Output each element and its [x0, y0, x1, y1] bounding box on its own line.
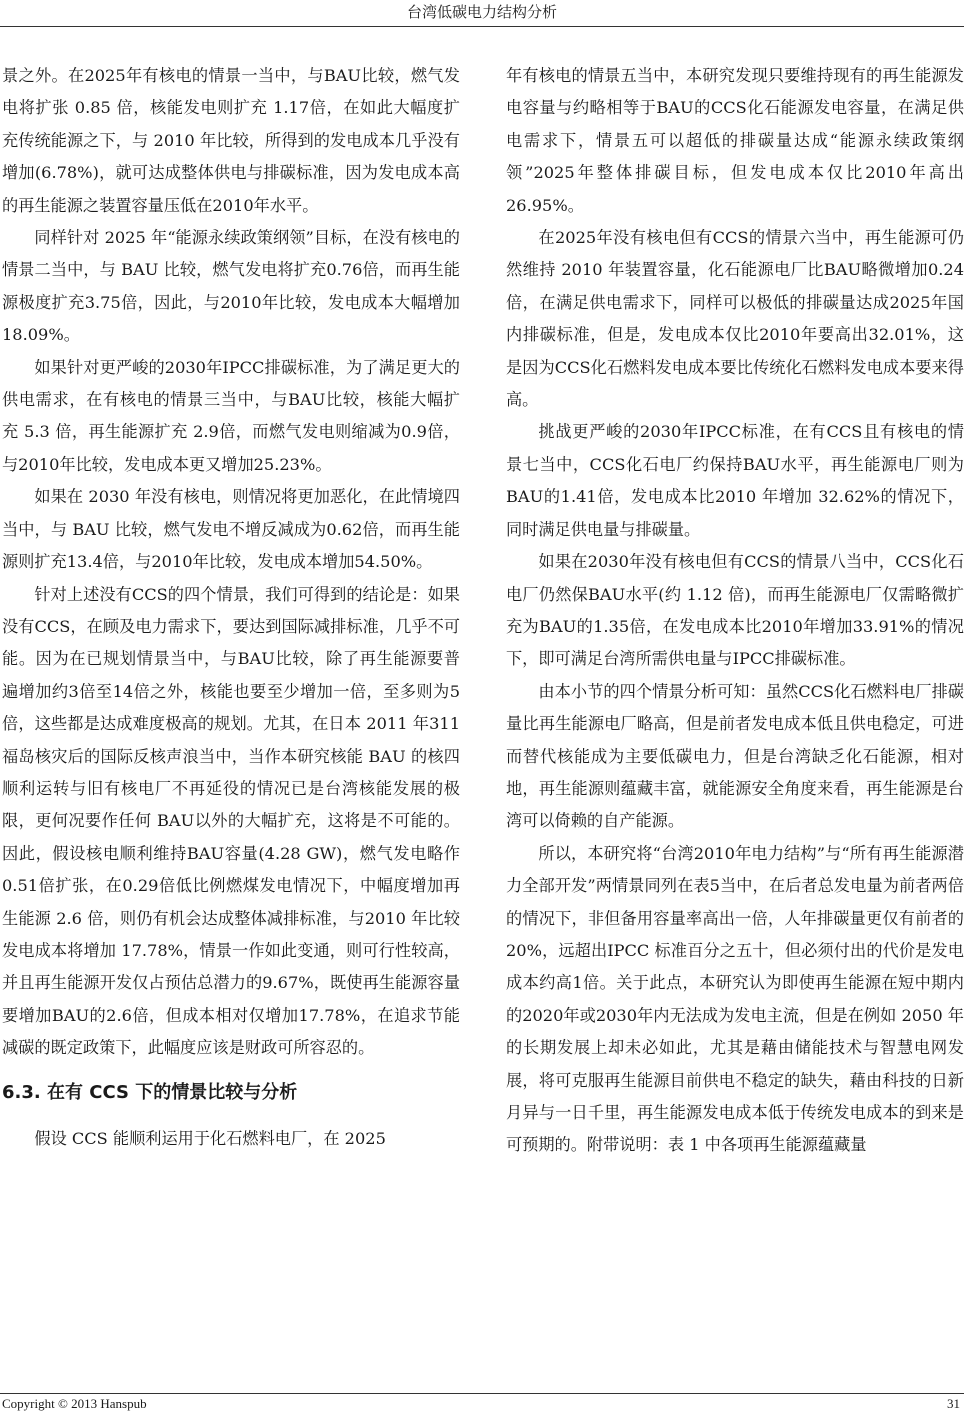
paragraph: 假设 CCS 能顺利运用于化石燃料电厂，在 2025 [34, 1128, 386, 1148]
paragraph: 年有核电的情景五当中，本研究发现只要维持现有的再生能源发电容量与约略相等于BAU的CCS化石能源发电容量，在满足供电需求下，情景五可以超低的排碳量达成“能源永续政策纲领”2025年整体排碳目标，但发电成本仅比2010年高出26.95%。 [506, 66, 964, 215]
footer-rule [0, 1393, 964, 1394]
running-head-title: 台湾低碳电力结构分析 [406, 3, 557, 21]
paragraph: 在2025年没有核电但有CCS的情景六当中，再生能源可仍然维持 2010 年装置容量，化石能源电厂比BAU略微增加0.24倍，在满足供电需求下，同样可以极低的排碳量达成2025年国内排碳标准，但是，发电成本仅比2010年要高出32.01%，这是因为CCS化石燃料发电成本要比传统化石燃料发电成本要来得高。 [506, 228, 964, 410]
page-number: 31 [947, 1396, 960, 1411]
paragraph: 由本小节的四个情景分析可知：虽然CCS化石燃料电厂排碳量比再生能源电厂略高，但是前者发电成本低且供电稳定，可进而替代核能成为主要低碳电力，但是台湾缺乏化石能源，相对地，再生能源则蕴藏丰富，就能源安全角度来看，再生能源是台湾可以倚赖的自产能源。 [506, 681, 964, 831]
paragraph: 如果针对更严峻的2030年IPCC排碳标准，为了满足更大的供电需求，在有核电的情景三当中，与BAU比较，核能大幅扩充 5.3 倍，再生能源扩充 2.9倍，而燃气发电则缩减为0.9倍，与2010年比较，发电成本更又增加25.23%。 [2, 357, 460, 474]
section-heading: 6.3. 在有 CCS 下的情景比较与分析 [2, 1081, 298, 1103]
paragraph: 所以，本研究将“台湾2010年电力结构”与“所有再生能源潜力全部开发”两情景同列在表5当中，在后者总发电量为前者两倍的情况下，非但备用容量率高出一倍，人年排碳量更仅有前者的20%，远超出IPCC 标准百分之五十，但必须付出的代价是发电成本约高1倍。关于此点，本研究认为即使再生能源在短中期内的2020年或2030年内无法成为发电主流，但是在例如 2050 年的长期发展上却未必如此，尤其是藉由储能技术与智慧电网发展，将可克服再生能源目前供电不稳定的缺失，藉由科技的日新月异与一日千里，再生能源发电成本低于传统发电成本的到来是可预期的。附带说明：表 1 中各项再生能源蕴藏量 [506, 843, 964, 1155]
paragraph: 针对上述没有CCS的四个情景，我们可得到的结论是：如果没有CCS，在顾及电力需求下，要达到国际减排标准，几乎不可能。因为在已规划情景当中，与BAU比较，除了再生能源要普遍增加约3倍至14倍之外，核能也要至少增加一倍，至多则为5倍，这些都是达成难度极高的规划。尤其，在日本 2011 年311 福岛核灾后的国际反核声浪当中，当作本研究核能 BAU 的核四顺利运转与旧有核电厂不再延役的情况已是台湾核能发展的极限，更何况要作任何 BAU以外的大幅扩充，这将是不可能的。因此，假设核电顺利维持BAU容量(4.28 GW)，燃气发电略作0.51倍扩张，在0.29倍低比例燃煤发电情况下，中幅度增加再生能源 2.6 倍，则仍有机会达成整体减排标准，与2010 年比较发电成本将增加 17.78%，情景一作如此变通，则可行性较高，并且再生能源开发仅占预估总潜力的9.67%，既使再生能源容量要增加BAU的2.6倍，但成本相对仅增加17.78%，在追求节能减碳的既定政策下，此幅度应该是财政可所容忍的。 [2, 584, 460, 1058]
header-rule [0, 26, 964, 27]
right-column [506, 60, 964, 1162]
paragraph: 景之外。在2025年有核电的情景一当中，与BAU比较，燃气发电将扩张 0.85 倍，核能发电则扩充 1.17倍，在如此大幅度扩充传统能源之下，与 2010 年比较，所得到的发电成本几乎没有增加(6.78%)，就可达成整体供电与排碳标准，因为发电成本高的再生能源之装置容量压低在2010年水平。 [2, 66, 460, 215]
paragraph: 如果在2030年没有核电但有CCS的情景八当中，CCS化石电厂仍然保BAU水平(约 1.12 倍)，而再生能源电厂仅需略微扩充为BAU的1.35倍，在发电成本比2010年增加33.91%的情况下，即可满足台湾所需供电量与IPCC排碳标准。 [506, 552, 964, 669]
paragraph: 如果在 2030 年没有核电，则情况将更加恶化，在此情境四当中，与 BAU 比较，燃气发电不增反减成为0.62倍，而再生能源则扩充13.4倍，与2010年比较，发电成本增加54.50%。 [2, 487, 460, 572]
left-column [2, 60, 460, 1155]
paragraph: 同样针对 2025 年“能源永续政策纲领”目标，在没有核电的情景二当中，与 BAU 比较，燃气发电将扩充0.76倍，而再生能源极度扩充3.75倍，因此，与2010年比较，发电成本大幅增加18.09%。 [2, 228, 460, 345]
copyright-notice: Copyright © 2013 Hanspub [2, 1396, 147, 1411]
paragraph: 挑战更严峻的2030年IPCC标准，在有CCS且有核电的情景七当中，CCS化石电厂约保持BAU水平，再生能源电厂则为BAU的1.41倍，发电成本比2010 年增加 32.62%的情况下，同时满足供电量与排碳量。 [506, 422, 964, 539]
